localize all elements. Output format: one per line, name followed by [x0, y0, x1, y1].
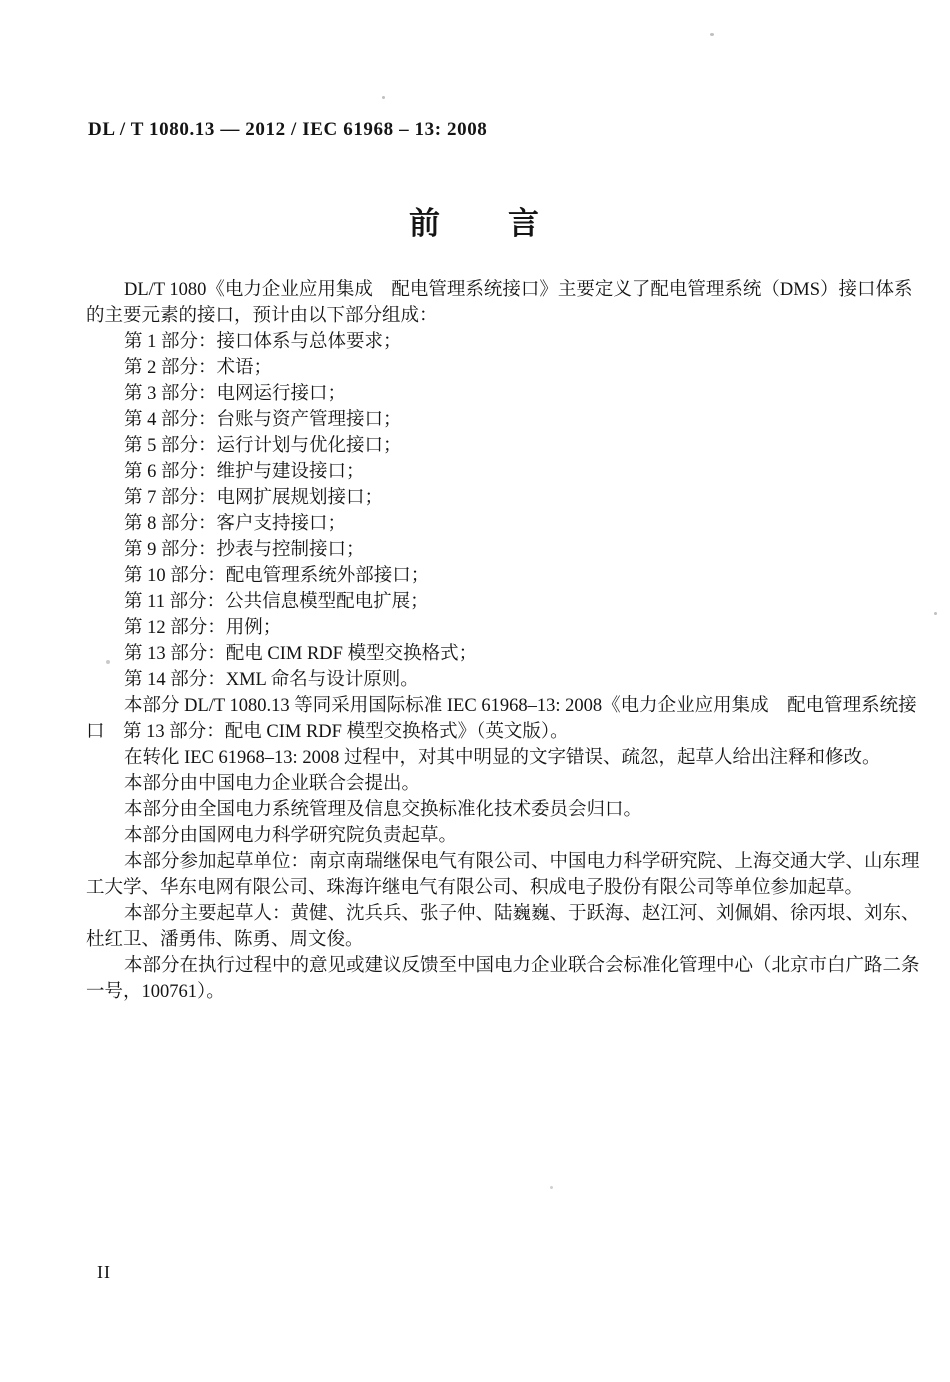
text-line: 本部分 DL/T 1080.13 等同采用国际标准 IEC 61968–13: 2008《电力企业应用集成 配电管理系统接	[124, 696, 917, 716]
text-line: 第 3 部分：电网运行接口；	[124, 384, 347, 404]
text-line: 第 4 部分：台账与资产管理接口；	[124, 410, 402, 430]
text-line: 一号，100761）。	[86, 982, 225, 1002]
text-line: 第 7 部分：电网扩展规划接口；	[124, 488, 384, 508]
text-line: 第 5 部分：运行计划与优化接口；	[124, 436, 402, 456]
text-line: 第 1 部分：接口体系与总体要求；	[124, 332, 402, 352]
scan-artifact	[382, 96, 385, 99]
text-line: 本部分由全国电力系统管理及信息交换标准化技术委员会归口。	[124, 800, 643, 820]
text-line: 口 第 13 部分：配电 CIM RDF 模型交换格式》（英文版）。	[86, 722, 569, 742]
text-line: 第 9 部分：抄表与控制接口；	[124, 540, 365, 560]
scan-artifact	[710, 33, 714, 36]
scan-artifact	[550, 1186, 553, 1189]
text-line: 第 2 部分：术语；	[124, 358, 273, 378]
text-line: 本部分在执行过程中的意见或建议反馈至中国电力企业联合会标准化管理中心（北京市白广路二条	[124, 956, 920, 976]
text-line: 第 12 部分：用例；	[124, 618, 282, 638]
preface-body	[86, 277, 920, 1005]
text-line: 第 13 部分：配电 CIM RDF 模型交换格式；	[124, 644, 478, 664]
text-line: 本部分参加起草单位：南京南瑞继保电气有限公司、中国电力科学研究院、上海交通大学、山东理	[124, 852, 920, 872]
text-line: 本部分主要起草人：黄健、沈兵兵、张子仲、陆巍巍、于跃海、赵江河、刘佩娟、徐丙垠、刘东、	[124, 904, 920, 924]
text-line: 的主要元素的接口，预计由以下部分组成：	[86, 306, 438, 326]
page-title: 前 言	[409, 206, 541, 241]
text-line: 本部分由中国电力企业联合会提出。	[124, 774, 421, 794]
text-line: 在转化 IEC 61968–13: 2008 过程中，对其中明显的文字错误、疏忽，起草人给出注释和修改。	[124, 748, 881, 768]
scan-artifact	[106, 660, 110, 664]
text-line: 本部分由国网电力科学研究院负责起草。	[124, 826, 458, 846]
scan-artifact	[934, 612, 937, 615]
text-line: 杜红卫、潘勇伟、陈勇、周文俊。	[86, 930, 364, 950]
text-line: 第 11 部分：公共信息模型配电扩展；	[124, 592, 429, 612]
text-line: 第 8 部分：客户支持接口；	[124, 514, 347, 534]
page-number: II	[97, 1262, 111, 1282]
text-line: 第 14 部分：XML 命名与设计原则。	[124, 670, 419, 690]
standard-code-header: DL / T 1080.13 — 2012 / IEC 61968 – 13: 2008	[88, 119, 488, 140]
text-line: 工大学、华东电网有限公司、珠海许继电气有限公司、积成电子股份有限公司等单位参加起草。	[86, 878, 864, 898]
text-line: 第 6 部分：维护与建设接口；	[124, 462, 365, 482]
text-line: 第 10 部分：配电管理系统外部接口；	[124, 566, 430, 586]
text-line: DL/T 1080《电力企业应用集成 配电管理系统接口》主要定义了配电管理系统（DMS）接口体系	[124, 280, 913, 300]
